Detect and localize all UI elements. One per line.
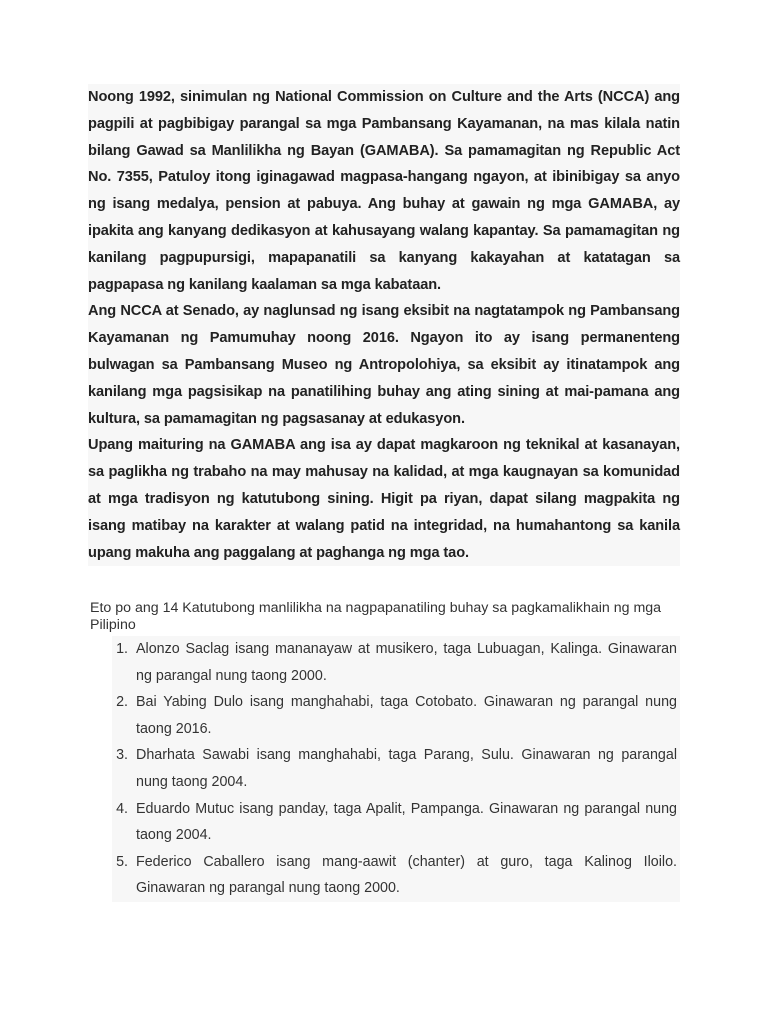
paragraph-ncca-exhibit: Ang NCCA at Senado, ay naglunsad ng isang eksibit na nagtatampok ng Pambansang Kayamanan ng Pamumuhay noong 2016. Ngayon ito ay isang permanenteng bulwagan sa Pambansang Museo ng Antropolohiya, sa eksibit ay itinatampok ang kanilang mga pagsisikap na panatilihing buhay ang ating sining at mai-pamana ang kultura, sa pamamagitan ng pagsasanay at edukasyon.	[88, 303, 680, 427]
list-item	[116, 636, 677, 689]
list-intro: Eto po ang 14 Katutubong manlilikha na nagpapanatiling buhay sa pagkamalikhain ng mga Pilipino	[90, 600, 662, 633]
list-item-number: 3.	[116, 747, 128, 764]
list-item-text: Eduardo Mutuc isang panday, taga Apalit, Pampanga. Ginawaran ng parangal nung taong 2004.	[136, 800, 677, 844]
artist-list-container	[112, 636, 680, 902]
artist-list	[112, 636, 680, 902]
article-body	[88, 84, 680, 566]
list-item-text: Federico Caballero isang mang-aawit (chanter) at guro, taga Kalinog Iloilo. Ginawaran ng parangal nung taong 2000.	[136, 853, 677, 897]
list-item-number: 4.	[116, 800, 128, 817]
list-item	[116, 796, 677, 849]
list-item-text: Alonzo Saclag isang mananayaw at musikero, taga Lubuagan, Kalinga. Ginawaran ng parangal nung taong 2000.	[136, 641, 677, 684]
list-item	[116, 742, 677, 795]
list-item-text: Dharhata Sawabi isang manghahabi, taga Parang, Sulu. Ginawaran ng parangal nung taong 2004.	[136, 747, 677, 790]
list-item-number: 2.	[116, 694, 128, 711]
paragraph-gamaba-history: Noong 1992, sinimulan ng National Commission on Culture and the Arts (NCCA) ang pagpili at pagbibigay parangal sa mga Pambansang Kayamanan, na mas kilala natin bilang Gawad sa Manlilikha ng Bayan (GAMABA). Sa pamamagitan ng Republic Act No. 7355, Patuloy itong iginagawad magpasa-hangang ngayon, at ibinibigay sa anyo ng isang medalya, pension at pabuya. Ang buhay at gawain ng mga GAMABA, ay ipakita ang kanyang dedikasyon at kahusayang walang kapantay. Sa pamamagitan ng kanilang pagpupursigi, mapapanatili sa kanyang kakayahan at katatagan sa pagpapasa ng kanilang kaalaman sa mga kabataan.	[88, 89, 680, 293]
list-item-text: Bai Yabing Dulo isang manghahabi, taga Cotobato. Ginawaran ng parangal nung taong 2016.	[136, 694, 677, 737]
list-item	[116, 849, 677, 902]
list-item	[116, 689, 677, 742]
paragraph-gamaba-criteria: Upang maituring na GAMABA ang isa ay dapat magkaroon ng teknikal at kasanayan, sa paglikha ng trabaho na may mahusay na kalidad, at mga kaugnayan sa komunidad at mga tradisyon ng katutubong sining. Higit pa riyan, dapat silang magpakita ng isang matibay na karakter at walang patid na integridad, na humahantong sa kanila upang makuha ang paggalang at paghanga ng mga tao.	[88, 437, 680, 561]
list-item-number: 5.	[116, 853, 128, 870]
list-item-number: 1.	[116, 641, 128, 657]
